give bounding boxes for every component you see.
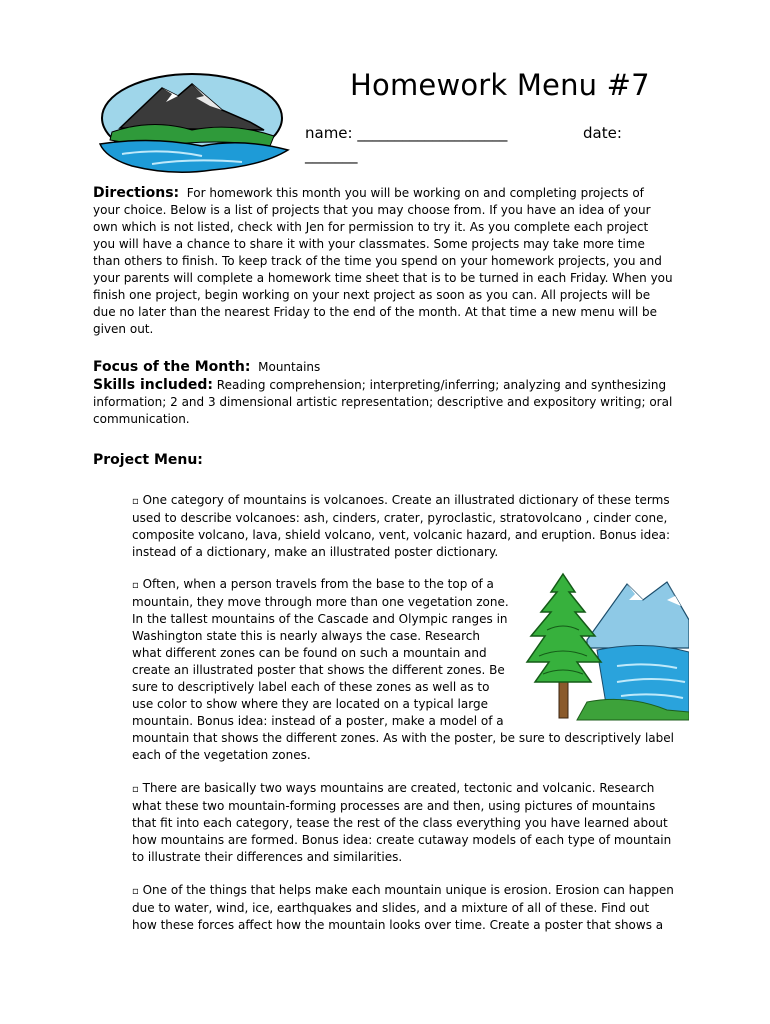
focus-of-month <box>93 358 320 377</box>
bullet-icon: ▫ <box>132 886 139 897</box>
skills-section <box>93 377 683 428</box>
page-title: Homework Menu #7 <box>350 68 650 102</box>
tree-mountain-lake-icon <box>517 570 689 722</box>
project-item <box>132 492 677 561</box>
directions-label: Directions: <box>93 185 180 201</box>
project-item <box>132 780 677 866</box>
project-item-text: There are basically two ways mountains are created, tectonic and volcanic. Research what these two mountain-forming processes are and then, using pictures of mountains that fit into each category, tease the rest of the class everything you have learned about how mountains are formed. Bonus idea: create cutaway models of each type of mountain to illustrate their differences and similarities. <box>132 781 672 864</box>
name-field: name: ____________________ <box>305 124 508 142</box>
project-item <box>132 576 677 764</box>
date-blank: _______ <box>305 146 358 164</box>
project-menu-heading: Project Menu: <box>93 452 203 468</box>
mountain-lake-icon <box>92 66 292 178</box>
bullet-icon: ▫ <box>132 580 139 591</box>
skills-value: Reading comprehension; interpreting/inferring; analyzing and synthesizing information; 2 and 3 dimensional artistic representation; descriptive and expository writing; oral communication. <box>93 378 673 426</box>
bullet-icon: ▫ <box>132 784 139 795</box>
focus-label: Focus of the Month: <box>93 359 251 375</box>
directions-section <box>93 185 673 338</box>
project-item-text: Often, when a person travels from the base to the top of a mountain, they move through more than one vegetation zone. In the tallest mountains of the Cascade and Olympic ranges in Washington state this is nearly always the case. Research what different zones can be found on such a mountain and create an illustrated poster that shows the different zones. Be sure to descriptively label each of these zones as well as to use color to show where they are located on a typical large mountain. Bonus idea: instead of a poster, make a model of a mountain that shows the different zones. As with the poster, be sure to descriptively label each of the vegetation zones. <box>132 577 674 762</box>
directions-text: For homework this month you will be working on and completing projects of your choice. Below is a list of projects that you may choose from. If you have an idea of your own which is not listed, check with Jen for permission to try it. As you complete each project you will have a chance to share it with your classmates. Some projects may take more time than others to finish. To keep track of the time you spend on your homework projects, you and your parents will complete a homework time sheet that is to be turned in each Friday. When you finish one project, begin working on your next project as soon as you can. All projects will be due no later than the nearest Friday to the end of the month. At that time a new menu will be given out. <box>93 186 673 336</box>
focus-value: Mountains <box>258 360 321 374</box>
project-item-text: One category of mountains is volcanoes. Create an illustrated dictionary of these terms used to describe volcanoes: ash, cinders, crater, pyroclastic, stratovolcano , cinder cone, composite volcano, lava, shield volcano, vent, volcanic hazard, and eruption. Bonus idea: instead of a dictionary, make an illustrated poster dictionary. <box>132 493 671 559</box>
date-field: date: <box>583 124 622 142</box>
project-item-text: One of the things that helps make each mountain unique is erosion. Erosion can happen due to water, wind, ice, earthquakes and slides, and a mixture of all of these. Find out how these forces affect how the mountain looks over time. Create a poster that shows a <box>132 883 674 932</box>
project-item <box>132 882 677 934</box>
bullet-icon: ▫ <box>132 496 139 507</box>
skills-label: Skills included: <box>93 377 213 393</box>
